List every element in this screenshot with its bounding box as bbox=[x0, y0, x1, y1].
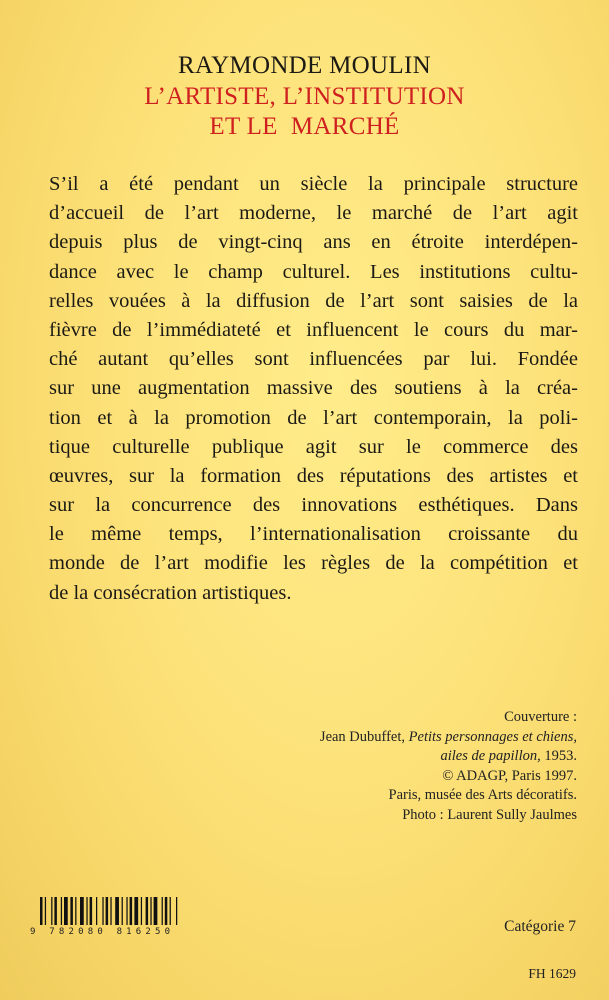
credits-work-title-1: Petits personnages et chiens, bbox=[408, 728, 577, 745]
category-label: Catégorie 7 bbox=[504, 918, 576, 935]
barcode-bar bbox=[90, 897, 93, 925]
barcode-bar bbox=[96, 897, 97, 925]
blurb-line: relles vouées à la diffusion de l’art sont saisies de la bbox=[49, 289, 578, 312]
barcode-bar bbox=[162, 897, 163, 925]
blurb-line: fièvre de l’immédiateté et influencent le cours du mar- bbox=[49, 318, 578, 341]
credits-artwork-line bbox=[217, 728, 577, 748]
blurb-line: de la consécration artistiques. bbox=[49, 581, 292, 604]
barcode-bar bbox=[80, 897, 84, 925]
blurb-line: monde de l’art modifie les règles de la compétition et bbox=[49, 552, 578, 575]
barcode-bar bbox=[86, 897, 87, 925]
blurb-line: tique culturelle publique agit sur le commerce des bbox=[49, 435, 578, 458]
barcode-bar bbox=[61, 897, 62, 925]
blurb-line: tion et à la promotion de l’art contemporain, la poli- bbox=[49, 406, 578, 429]
barcode-bar bbox=[102, 897, 103, 925]
barcode-bar bbox=[134, 897, 138, 925]
author-name: RAYMONDE MOULIN bbox=[178, 52, 431, 79]
barcode-bar bbox=[75, 897, 76, 925]
barcode-bar bbox=[122, 897, 123, 925]
blurb-line: sur une augmentation massive des soutiens à la créa- bbox=[49, 377, 578, 400]
blurb-line: sur la concurrence des innovations esthétiques. Dans bbox=[49, 494, 578, 517]
barcode-bar bbox=[154, 897, 158, 925]
barcode-bar bbox=[110, 897, 111, 925]
barcode-bar bbox=[106, 897, 109, 925]
credits-collection: Paris, musée des Arts décoratifs. bbox=[388, 787, 577, 803]
barcode-bar bbox=[54, 897, 57, 925]
credits-heading: Couverture : bbox=[504, 709, 577, 725]
barcode-bar bbox=[170, 897, 171, 925]
credits-photo: Photo : Laurent Sully Jaulmes bbox=[402, 806, 577, 823]
blurb-line: le même temps, l’internationalisation croissante du bbox=[49, 523, 578, 546]
blurb-line: dance avec le champ culturel. Les institutions cultu- bbox=[49, 260, 578, 283]
barcode-bar bbox=[115, 897, 119, 925]
catalog-code: FH 1629 bbox=[528, 966, 576, 981]
barcode-bar bbox=[176, 897, 177, 925]
barcode-bar bbox=[70, 897, 73, 925]
blurb-line: d’accueil de l’art moderne, le marché de l’art agit bbox=[49, 202, 578, 225]
barcode-bar bbox=[146, 897, 149, 925]
cover-credits bbox=[217, 708, 577, 825]
credits-copyright: © ADAGP, Paris 1997. bbox=[442, 767, 577, 784]
barcode-bar bbox=[126, 897, 127, 925]
blurb-line: ché autant qu’elles sont influencées par lui. Fondée bbox=[49, 348, 578, 371]
credits-year: 1953. bbox=[544, 748, 577, 764]
barcode-bar bbox=[51, 897, 52, 925]
credits-work-title-2: ailes de papillon, bbox=[440, 748, 541, 764]
book-title-line-2: ET LE MARCHÉ bbox=[209, 113, 400, 140]
blurb-line: S’il a été pendant un siècle la principale structure bbox=[49, 173, 578, 195]
book-title-line-1: L’ARTISTE, L’INSTITUTION bbox=[144, 83, 465, 110]
cover-header bbox=[0, 50, 609, 142]
barcode-bar bbox=[64, 897, 68, 925]
blurb-line: depuis plus de vingt-cinq ans en étroite interdépen- bbox=[49, 231, 578, 254]
blurb-line: œuvres, sur la formation des réputations des artistes et bbox=[49, 464, 578, 487]
blurb-text bbox=[49, 170, 578, 608]
barcode-bar bbox=[45, 897, 46, 925]
credits-artist: Jean Dubuffet, bbox=[319, 728, 406, 745]
barcode-bar bbox=[141, 897, 142, 925]
barcode-bar bbox=[40, 897, 43, 925]
barcode-digits: 9 782080 816250 bbox=[30, 927, 175, 937]
barcode-bar bbox=[130, 897, 133, 925]
barcode-bar bbox=[165, 897, 168, 925]
credits-artwork-line-2 bbox=[217, 747, 577, 767]
barcode-bar bbox=[150, 897, 151, 925]
